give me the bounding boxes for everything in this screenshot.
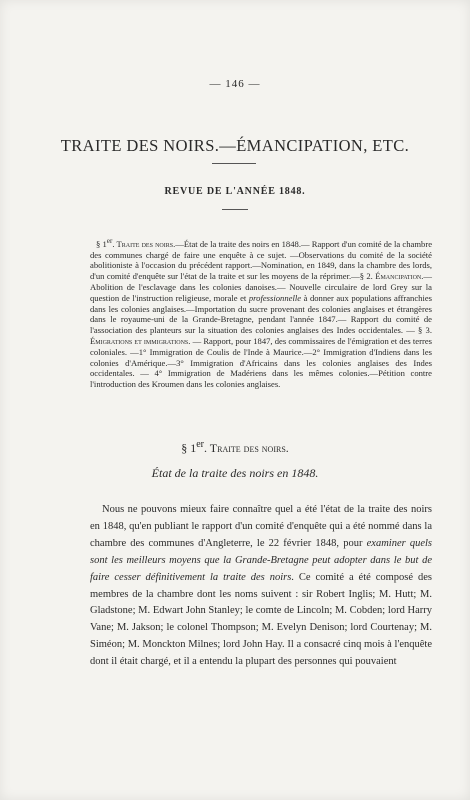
summary-s1-mark: § 1: [96, 238, 107, 249]
page-title: TRAITE DES NOIRS.—ÉMANCIPATION, ETC.: [60, 136, 410, 155]
summary-paragraph: [90, 236, 432, 390]
body-text-part2: . Ce comité a été composé des membres de la chambre dont les noms suivent : sir Robert Inglis; M. Hutt; M. Gladstone; M. Edwart John Stanley; le comte de Lincoln; M. Cobden; lord Harry Vane; M. Jakson; le colonel Thompson; M. Evelyn Denison; lord Courtenay; M. Siméon; M. Monckton Milnes; lord John Hay. Il a consacré cinq mois à l'enquête dont il était chargé, et il a entendu la plupart des personnes qui pouvaient: [90, 571, 432, 668]
chapter-sup: er: [196, 439, 204, 450]
summary-s2-text-b: à donner aux populations affranchies dans les colonies anglaises.—Importation du sucre provenant des colonies anglaises et étrangères dans le royaume-uni de la Grande-Bretagne, pendant l'année 1847.— Rapport du comité de l'association des planteurs sur la situation des colonies anglaises des Indes occidentales. —: [90, 292, 432, 336]
body-paragraph: [90, 502, 432, 671]
chapter-label: . Traite des noirs.: [204, 441, 289, 455]
section-heading: REVUE DE L'ANNÉE 1848.: [164, 186, 306, 197]
summary-s1-sup: er: [106, 237, 113, 245]
body-text-italic: examiner quels sont les meilleurs moyens que la Grande-Bretagne peut adopter dans le but de faire cesser définitivement la traite des noirs: [90, 537, 433, 583]
summary-s1-text: —État de la traite des noirs en 1848.— Rapport d'un comité de la chambre des communes chargé de faire une enquête à ce sujet. —Observations du comité de la société abolitioniste à l'occasion du précédent rapport.—Nomination, en 1849, dans la chambre des lords, d'un comité d'enquête sur l'état de la traite et sur les moyens de la réprimer.—: [90, 238, 433, 282]
summary-s2-text-a: — Abolition de l'esclavage dans les colonies danoises.— Nouvelle circulaire de lord Grey sur la question de l'instruction religieuse, morale et: [90, 271, 432, 303]
summary-s1-label: . Traite des noirs.: [112, 238, 176, 249]
body-text-part1: Nous ne pouvons mieux faire connaître quel a été l'état de la traite des noirs en 1848, qu'en publiant le rapport d'un comité d'enquête qui a été nommé dans la chambre des communes d'Angleterre, le 22 février 1848, pour: [90, 504, 432, 549]
page-number: — 146 —: [209, 78, 261, 90]
summary-s2-italic: professionnelle: [248, 292, 302, 303]
summary-s3-text: — Rapport, pour 1847, des commissaires de l'émigration et des terres coloniales. —1° Immigration de Coulis de l'Inde à Maurice.—2° Immigration d'Indiens dans les colonies d'Amérique.—3° Immigration d'Africains dans les colonies anglaises des Indes occidentales. — 4° Immigration de Madériens dans les mêmes colonies.—Pétition contre l'introduction des Kroumen dans les colonies anglaises.: [90, 336, 432, 390]
chapter-heading: [0, 439, 470, 456]
section-rule: [222, 209, 248, 210]
summary-s2-label: § 2. Émancipation.: [359, 271, 424, 282]
chapter-subtitle: État de la traite des noirs en 1848.: [151, 466, 319, 480]
title-rule: [212, 163, 256, 164]
summary-s3-label: § 3. Émigrations et immigrations.: [90, 325, 432, 347]
chapter-mark: § 1: [181, 441, 197, 455]
